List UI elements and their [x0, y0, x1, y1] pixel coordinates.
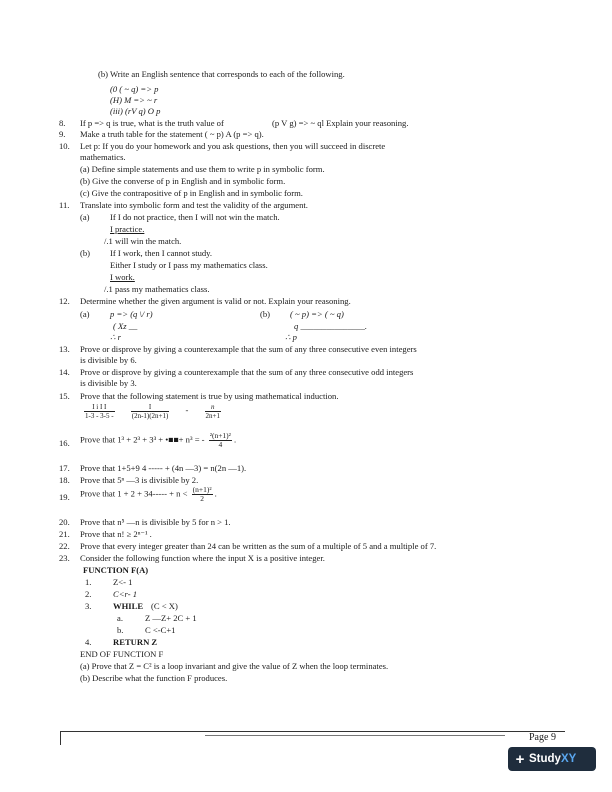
step-1: Z<- 1 [113, 577, 133, 587]
q7b-item-2: (H) M => ~ r [110, 95, 158, 105]
q7b-item-1: (0 ( ~ q) => p [110, 84, 159, 94]
step-3-condition: (C < X) [151, 601, 178, 611]
q15-equation: $\frac{\text{I i I I}}{1-3 - 3-5 -}$ $\frac{I}{(2n-1)(2n+1)}$ - $\frac{n}{2n+1}$ [85, 403, 220, 420]
q21-text: Prove that n! ≥ 2ⁿ⁻¹ . [80, 529, 152, 539]
step-3-number: 3. [85, 601, 92, 611]
q19-equation: Prove that 1 + 2 + 34----- + n < $\frac{\text{(n+1)²}}{2}$ . [80, 485, 217, 503]
q11a-conclusion: /.1 will win the match. [104, 236, 182, 246]
q16-number: 16. [59, 438, 70, 448]
q16-equation: Prove that 1³ + 2³ + 3³ + •■■+ n³ = - $\frac{\text{²(n+1)²}}{4}$ . [80, 431, 237, 449]
q12a-conclusion: ∴ r [110, 332, 121, 342]
q14-text-a: Prove or disprove by giving a counterexample that the sum of any three consecutive odd integers [80, 367, 414, 377]
q11-text: Translate into symbolic form and test the validity of the argument. [80, 200, 308, 210]
q13-text-b: is divisible by 6. [80, 355, 137, 365]
function-header: FUNCTION F(A) [83, 565, 149, 575]
q22-number: 22. [59, 541, 70, 551]
q10-part-a: (a) Define simple statements and use them to write p in symbolic form. [80, 164, 325, 174]
step-3-keyword: WHILE [113, 601, 144, 611]
q22-text: Prove that every integer greater than 24 can be written as the sum of a multiple of 5 and a multiple of 7. [80, 541, 437, 551]
q16-fraction: $\frac{\text{²(n+1)²}}{4}$ [209, 431, 231, 449]
q10-part-c: (c) Give the contrapositive of p in English and in symbolic form. [80, 188, 303, 198]
step-1-number: 1. [85, 577, 92, 587]
plus-icon: + [515, 750, 525, 768]
step-3a: Z —Z+ 2C + 1 [145, 613, 197, 623]
q17-text: Prove that 1+5+9 4 ----- + (4n —3) = n(2n —1). [80, 463, 247, 473]
q11b-label: (b) [80, 248, 91, 258]
q13-number: 13. [59, 344, 70, 354]
step-4-number: 4. [85, 637, 92, 647]
q12-text: Determine whether the given argument is valid or not. Explain your reasoning. [80, 296, 351, 306]
step-2: C<r- 1 [113, 589, 138, 599]
q19-fraction: $\frac{\text{(n+1)²}}{2}$ [192, 485, 212, 503]
studyxy-badge[interactable] [508, 747, 596, 771]
q8-number: 8. [59, 118, 66, 128]
q19-number: 19. [59, 492, 70, 502]
q12-number: 12. [59, 296, 70, 306]
footer-rule-secondary [205, 735, 505, 736]
footer-rule [60, 731, 565, 732]
q11a-label: (a) [80, 212, 90, 222]
q23-number: 23. [59, 553, 70, 563]
q20-number: 20. [59, 517, 70, 527]
q23-part-b: (b) Describe what the function F produces. [80, 673, 228, 683]
q10-number: 10. [59, 141, 70, 151]
q11-number: 11. [59, 200, 70, 210]
q12b-premise-1: ( ~ p) => ( ~ q) [290, 309, 344, 319]
footer-bracket [60, 731, 61, 745]
q10-text-b: mathematics. [80, 152, 126, 162]
q9-text: Make a truth table for the statement ( ~ p) A (p => q). [80, 129, 264, 139]
q18-number: 18. [59, 475, 70, 485]
q8-text-a: If p => q is true, what is the truth value of [80, 118, 224, 128]
q10-text-a: Let p: If you do your homework and you ask questions, then you will succeed in discrete [80, 141, 386, 151]
step-4: RETURN Z [113, 637, 158, 647]
step-3b: C <-C+1 [145, 625, 176, 635]
brand-name: StudyXY [529, 753, 577, 765]
q14-text-b: is divisible by 3. [80, 378, 137, 388]
q15-general-term: $\frac{I}{(2n-1)(2n+1)}$ [131, 403, 169, 420]
q11b-premise-3: I work. [110, 272, 135, 282]
q13-text-a: Prove or disprove by giving a counterexample that the sum of any three consecutive even integers [80, 344, 417, 354]
q12a-premise-1: p => (q \/ r) [110, 309, 153, 319]
q9-number: 9. [59, 129, 66, 139]
step-3a-label: a. [117, 613, 123, 623]
q12a-premise-2: ( Xz __ [113, 321, 138, 331]
q23-part-a: (a) Prove that Z = C² is a loop invariant and give the value of Z when the loop terminates. [80, 661, 389, 671]
q15-terms: $\frac{\text{I i I I}}{1-3 - 3-5 -}$ [85, 403, 114, 420]
q10-part-b: (b) Give the converse of p in English and in symbolic form. [80, 176, 286, 186]
q18-text: Prove that 5ⁿ —3 is divisible by 2. [80, 475, 199, 485]
page-number: Page 9 [529, 732, 556, 743]
q20-text: Prove that n⁵ —n is divisible by 5 for n > 1. [80, 517, 231, 527]
q7b-text: (b) Write an English sentence that corresponds to each of the following. [98, 69, 345, 79]
q15-text: Prove that the following statement is true by using mathematical induction. [80, 391, 339, 401]
q17-number: 17. [59, 463, 70, 473]
step-3b-label: b. [117, 625, 124, 635]
q21-number: 21. [59, 529, 70, 539]
q14-number: 14. [59, 367, 70, 377]
q15-number: 15. [59, 391, 70, 401]
q11b-premise-1: If I work, then I cannot study. [110, 248, 213, 258]
q7b-item-3: (iii) (rV q) O p [110, 106, 161, 116]
q8-text-b: (p V g) => ~ ql Explain your reasoning. [272, 118, 409, 128]
q12a-label: (a) [80, 309, 90, 319]
q11a-premise-1: If I do not practice, then I will not win the match. [110, 212, 280, 222]
q11b-conclusion: /.1 pass my mathematics class. [104, 284, 210, 294]
q12b-conclusion: ∴ p [285, 332, 297, 342]
q12b-label: (b) [260, 309, 271, 319]
q12b-premise-2: q _______________. [294, 321, 368, 331]
step-2-number: 2. [85, 589, 92, 599]
function-end: END OF FUNCTION F [80, 649, 164, 659]
q11b-premise-2: Either I study or I pass my mathematics class. [110, 260, 268, 270]
q23-text: Consider the following function where the input X is a positive integer. [80, 553, 325, 563]
q11a-premise-2: I practice. [110, 224, 145, 234]
q15-result: $\frac{n}{2n+1}$ [205, 403, 220, 420]
